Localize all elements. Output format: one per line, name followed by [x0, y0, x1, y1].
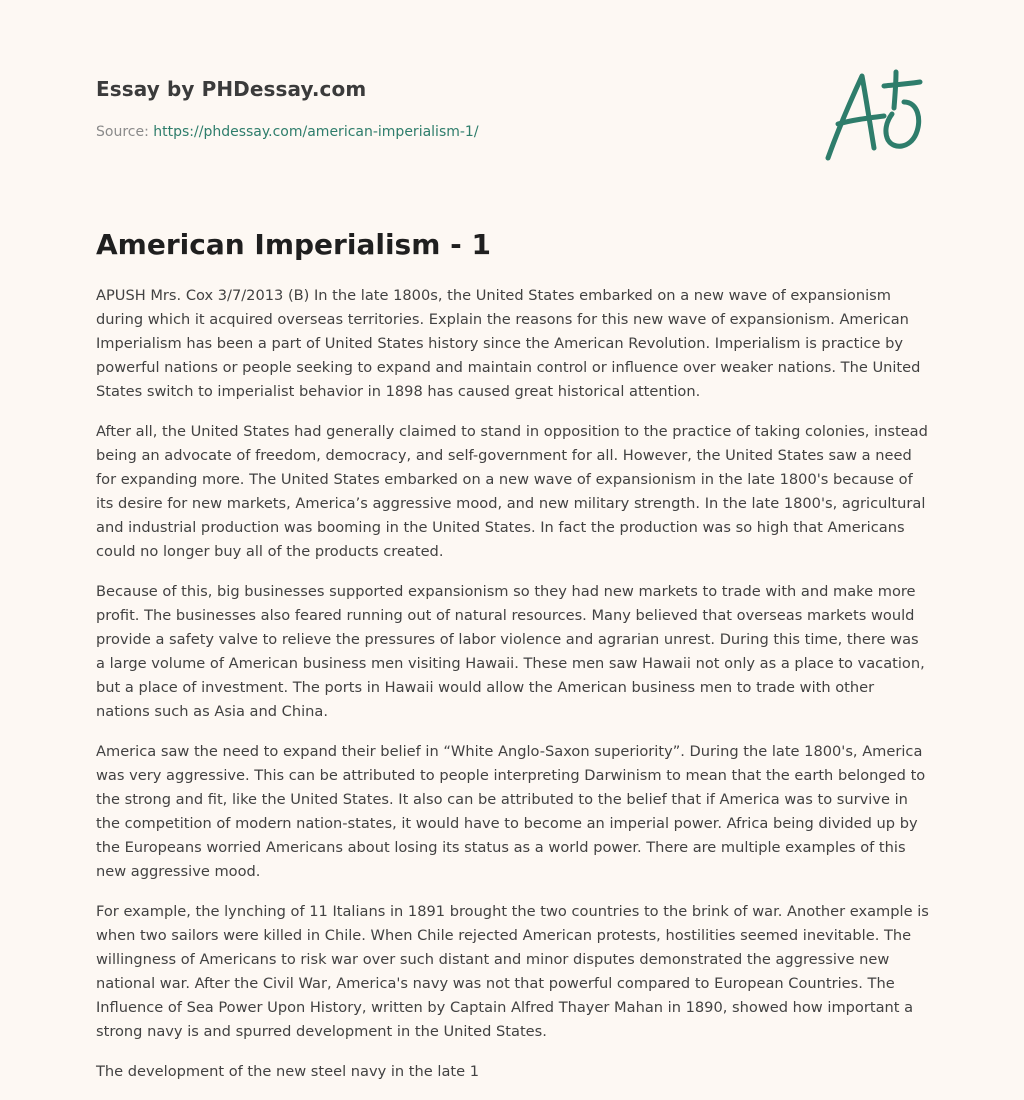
brand-title: Essay by PHDessay.com: [96, 77, 367, 101]
a-plus-logo-icon: [824, 68, 928, 164]
source-label: Source:: [96, 124, 154, 140]
essay-paragraph: For example, the lynching of 11 Italians in 1891 brought the two countries to the brink of war. Another example is when two sailors were killed in Chile. When Chile rejected American protests, hostilities seemed inevitable. The willingness of Americans to risk war over such distant and minor disputes demonstrated the aggressive new national war. After the Civil War, America's navy was not that powerful compared to European Countries. The Influence of Sea Power Upon History, written by Captain Alfred Thayer Mahan in 1890, showed how important a strong navy is and spurred development in the United States.: [96, 903, 929, 1040]
essay-paragraph: APUSH Mrs. Cox 3/7/2013 (B) In the late 1800s, the United States embarked on a new wave of expansionism during which it acquired overseas territories. Explain the reasons for this new wave of expansionism. American Imperialism has been a part of United States history since the American Revolution. Imperialism is practice by powerful nations or people seeking to expand and maintain control or influence over weaker nations. The United States switch to imperialist behavior in 1898 has caused great historical attention.: [96, 287, 921, 400]
essay-paragraph: Because of this, big businesses supported expansionism so they had new markets to trade with and make more profit. The businesses also feared running out of natural resources. Many believed that overseas markets would provide a safety valve to relieve the pressures of labor violence and agrarian unrest. During this time, there was a large volume of American business men visiting Hawaii. These men saw Hawaii not only as a place to vacation, but a place of investment. The ports in Hawaii would allow the American business men to trade with other nations such as Asia and China.: [96, 583, 925, 720]
essay-paragraph: America saw the need to expand their belief in “White Anglo-Saxon superiority”. During the late 1800's, America was very aggressive. This can be attributed to people interpreting Darwinism to mean that the earth belonged to the strong and fit, like the United States. It also can be attributed to the belief that if America was to survive in the competition of modern nation-states, it would have to become an imperial power. Africa being divided up by the Europeans worried Americans about losing its status as a world power. There are multiple examples of this new aggressive mood.: [96, 743, 926, 880]
essay-body: [96, 284, 932, 1100]
source-link[interactable]: https://phdessay.com/american-imperialism-1/: [153, 124, 479, 140]
source-line: [96, 124, 479, 140]
essay-paragraph: After all, the United States had generally claimed to stand in opposition to the practice of taking colonies, instead being an advocate of freedom, democracy, and self-government for all. However, the United States saw a need for expanding more. The United States embarked on a new wave of expansionism in the late 1800's because of its desire for new markets, America’s aggressive mood, and new military strength. In the late 1800's, agricultural and industrial production was booming in the United States. In fact the production was so high that Americans could no longer buy all of the products created.: [96, 423, 928, 560]
essay-title: American Imperialism - 1: [96, 228, 491, 261]
page-header: [96, 74, 928, 140]
essay-paragraph: The development of the new steel navy in the late 1: [96, 1063, 480, 1080]
